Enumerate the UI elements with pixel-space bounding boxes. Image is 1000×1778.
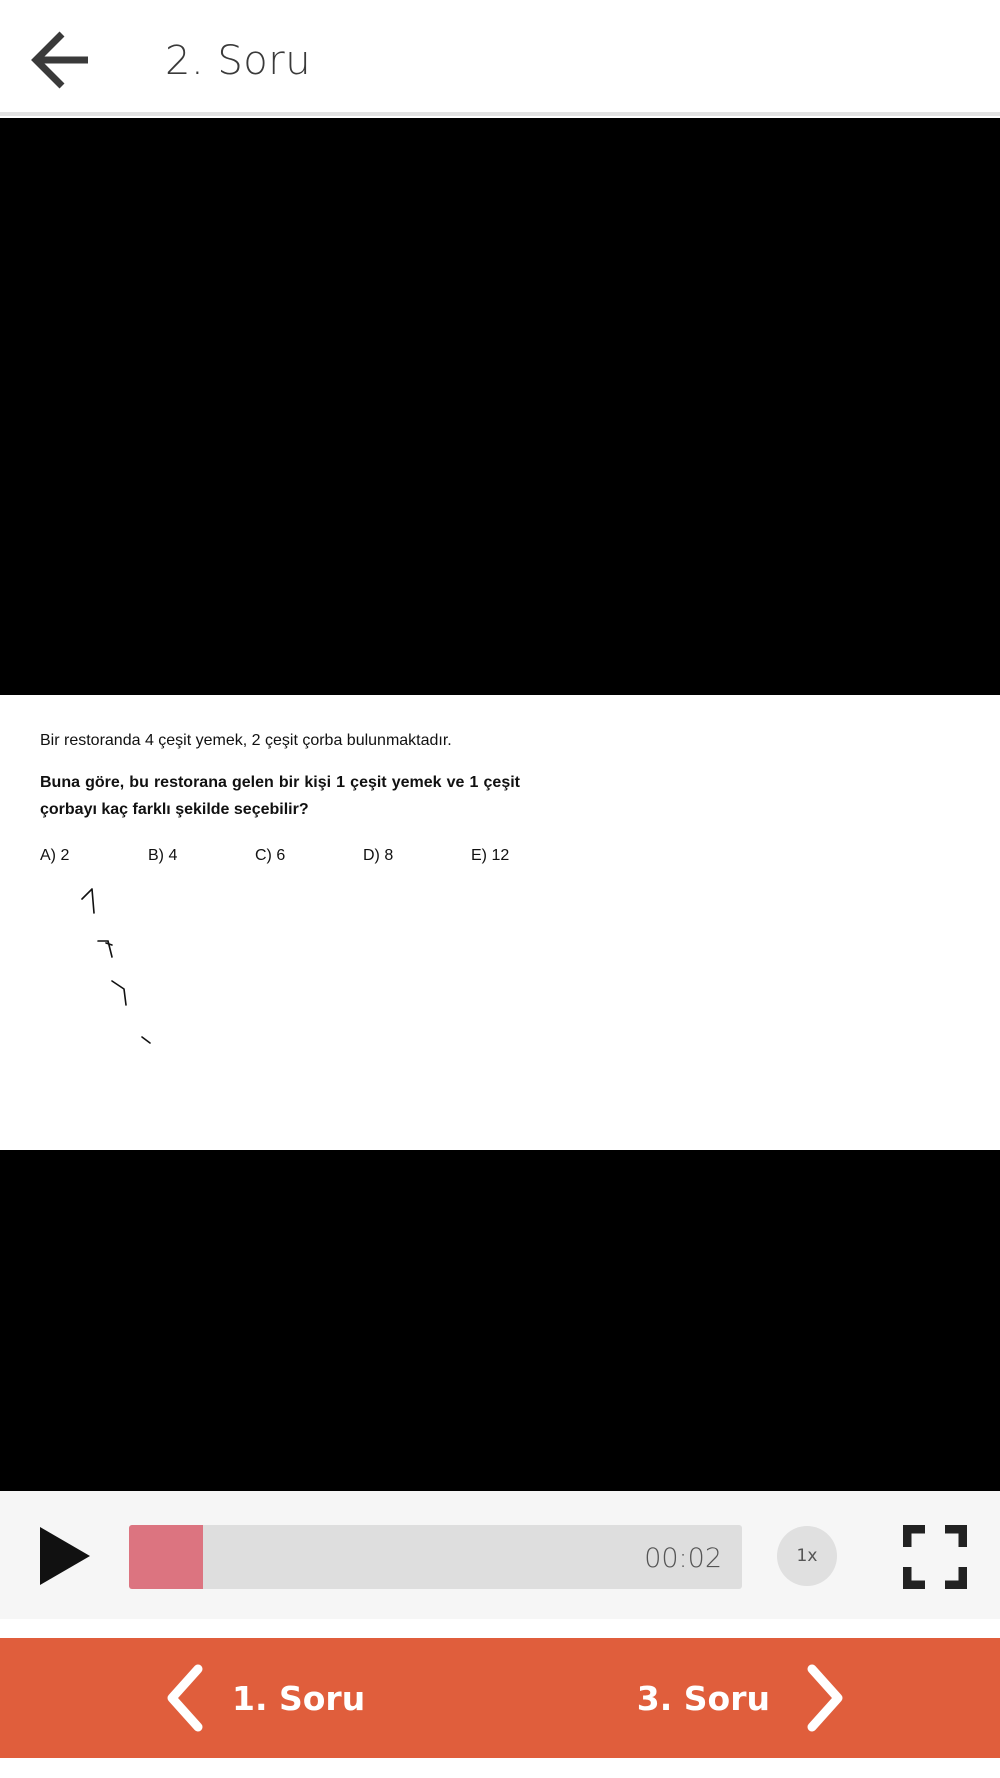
- handwritten-marks: [80, 885, 170, 1065]
- progress-fill: [129, 1525, 203, 1589]
- question-slide: [0, 695, 1000, 1150]
- page-title: 2. Soru: [165, 38, 312, 84]
- app-header: [0, 0, 1000, 116]
- fullscreen-icon[interactable]: [903, 1525, 967, 1589]
- question-intro: Bir restoranda 4 çeşit yemek, 2 çeşit çorba bulunmaktadır.: [40, 732, 452, 749]
- next-question-label: 3. Soru: [636, 1678, 770, 1718]
- chevron-right-icon: [800, 1663, 850, 1733]
- player-controls: [0, 1491, 1000, 1619]
- chevron-left-icon: [160, 1663, 210, 1733]
- arrow-left-icon[interactable]: [28, 24, 100, 96]
- playback-speed-button[interactable]: 1x: [777, 1526, 837, 1586]
- question-prompt: Buna göre, bu restorana gelen bir kişi 1 çeşit yemek ve 1 çeşit çorbayı kaç farklı şekilde seçebilir?: [40, 774, 520, 818]
- question-navigation: [0, 1638, 1000, 1758]
- option-a: A) 2: [40, 847, 70, 864]
- option-d: D) 8: [363, 847, 394, 864]
- next-question-button[interactable]: [637, 1656, 850, 1740]
- prev-question-button[interactable]: [160, 1656, 365, 1740]
- time-display: 00:02: [644, 1543, 722, 1574]
- option-c: C) 6: [255, 847, 286, 864]
- prev-question-label: 1. Soru: [232, 1678, 366, 1718]
- play-icon[interactable]: [34, 1523, 94, 1589]
- video-player[interactable]: [0, 118, 1000, 1491]
- progress-bar[interactable]: [129, 1525, 742, 1589]
- option-e: E) 12: [471, 847, 510, 864]
- option-b: B) 4: [148, 847, 178, 864]
